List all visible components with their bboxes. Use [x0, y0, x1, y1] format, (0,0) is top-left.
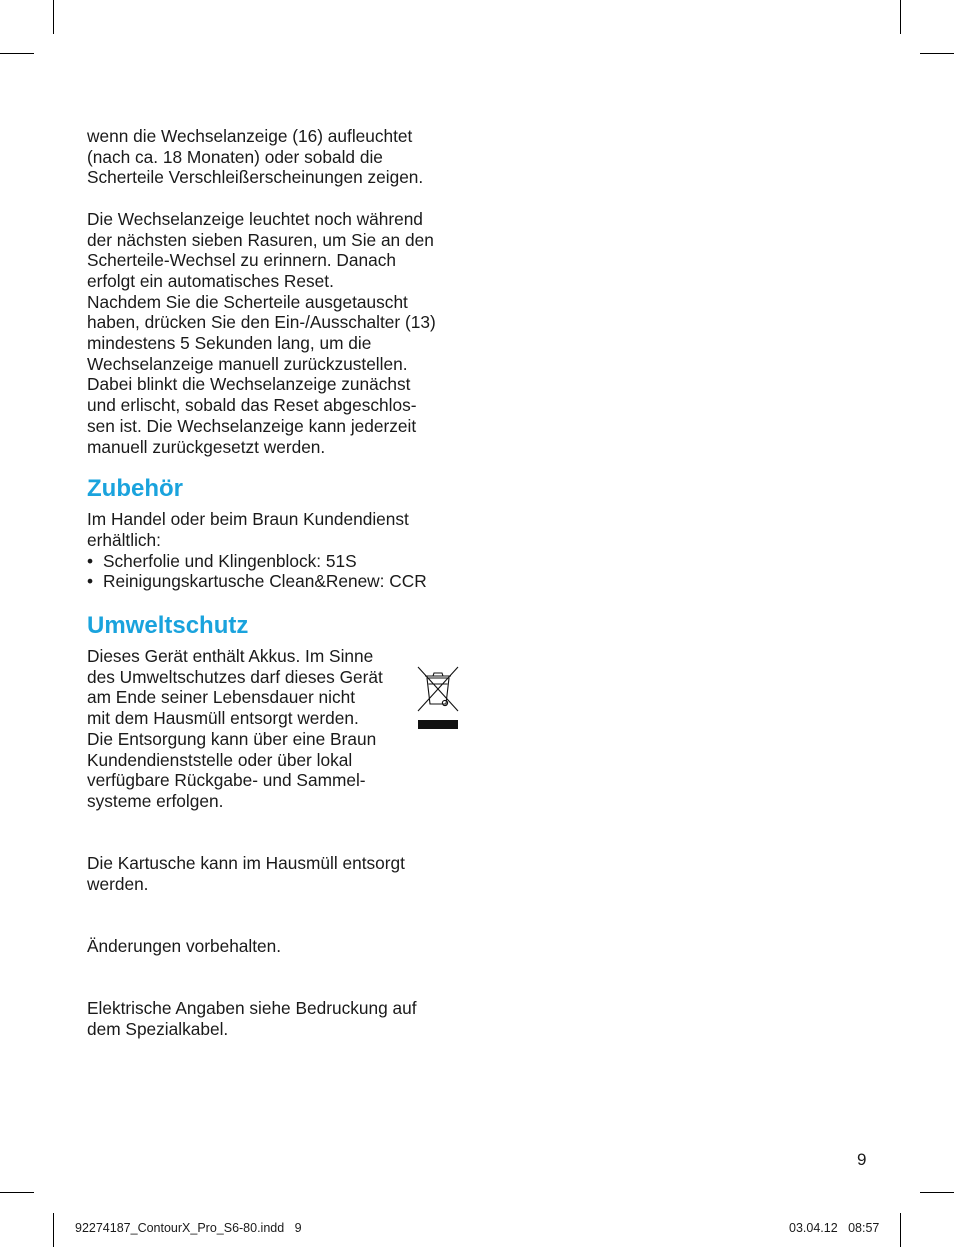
crop-mark	[0, 53, 34, 54]
crop-mark	[900, 1213, 901, 1247]
text-line: am Ende seiner Lebensdauer nicht	[87, 687, 356, 708]
text-line: Dieses Gerät enthält Akkus. Im Sinne	[87, 646, 374, 667]
text-line: und erlischt, sobald das Reset abgeschlos-	[87, 395, 417, 416]
text-line: Elektrische Angaben siehe Bedruckung auf	[87, 997, 417, 1018]
environment-heading: Umweltschutz	[87, 612, 249, 640]
text-line: Dabei blinkt die Wechselanzeige zunächst	[87, 374, 411, 395]
text-line: Kundendienststelle oder über lokal	[87, 749, 353, 770]
text-line: des Umweltschutzes darf dieses Gerät	[87, 666, 383, 687]
text-line: Die Entsorgung kann über eine Braun	[87, 728, 377, 749]
text-line: erfolgt ein automatisches Reset.	[87, 270, 334, 291]
text-line: Änderungen vorbehalten.	[87, 935, 282, 956]
text-line: Die Wechselanzeige leuchtet noch während	[87, 208, 423, 229]
text-column	[87, 126, 467, 1039]
text-line: Die Kartusche kann im Hausmüll entsorgt	[87, 853, 405, 874]
changes-paragraph	[87, 936, 467, 957]
reset-paragraph	[87, 209, 467, 457]
bullet-item	[87, 551, 467, 572]
bullet-text: Reinigungskartusche Clean&Renew: CCR	[103, 571, 427, 592]
crop-mark	[920, 1192, 954, 1193]
crop-mark	[920, 53, 954, 54]
text-line: Nachdem Sie die Scherteile ausgetauscht	[87, 291, 408, 312]
text-line: erhältlich:	[87, 529, 161, 550]
text-line: werden.	[87, 873, 149, 894]
text-line: (nach ca. 18 Monaten) oder sobald die	[87, 146, 383, 167]
bullet-marker: •	[87, 571, 94, 592]
text-line: Wechselanzeige manuell zurückzustellen.	[87, 353, 408, 374]
environment-paragraph	[87, 646, 467, 812]
page-number: 9	[857, 1150, 867, 1169]
text-line: mit dem Hausmüll entsorgt werden.	[87, 708, 359, 729]
crop-mark	[0, 1192, 34, 1193]
text-line: wenn die Wechselanzeige (16) aufleuchtet	[87, 126, 413, 146]
text-line: manuell zurückgesetzt werden.	[87, 436, 326, 457]
text-line: haben, drücken Sie den Ein-/Ausschalter (13)	[87, 312, 436, 333]
bullet-marker: •	[87, 550, 94, 571]
crop-mark	[900, 0, 901, 34]
crop-mark	[53, 0, 54, 34]
slug-datetime: 03.04.12 08:57	[789, 1221, 880, 1235]
text-line: der nächsten sieben Rasuren, um Sie an den	[87, 229, 434, 250]
bullet-item	[87, 571, 467, 592]
crop-mark	[53, 1213, 54, 1247]
accessories-heading: Zubehör	[87, 475, 183, 503]
text-line: mindestens 5 Sekunden lang, um die	[87, 333, 372, 354]
electrical-paragraph	[87, 998, 467, 1039]
text-line: Im Handel oder beim Braun Kundendienst	[87, 509, 409, 530]
slug-file: 92274187_ContourX_Pro_S6-80.indd 9	[75, 1221, 302, 1235]
cartridge-paragraph	[87, 853, 467, 894]
weee-crossed-bin-icon	[416, 664, 460, 732]
text-line: dem Spezialkabel.	[87, 1018, 229, 1039]
intro-paragraph	[87, 126, 467, 188]
text-line: systeme erfolgen.	[87, 790, 224, 811]
text-line: verfügbare Rückgabe- und Sammel-	[87, 770, 366, 791]
text-line: sen ist. Die Wechselanzeige kann jederzeit	[87, 415, 417, 436]
accessories-paragraph	[87, 509, 467, 592]
text-line: Scherteile-Wechsel zu erinnern. Danach	[87, 250, 396, 271]
bullet-text: Scherfolie und Klingenblock: 51S	[103, 550, 357, 571]
text-line: Scherteile Verschleißerscheinungen zeigen.	[87, 167, 424, 188]
